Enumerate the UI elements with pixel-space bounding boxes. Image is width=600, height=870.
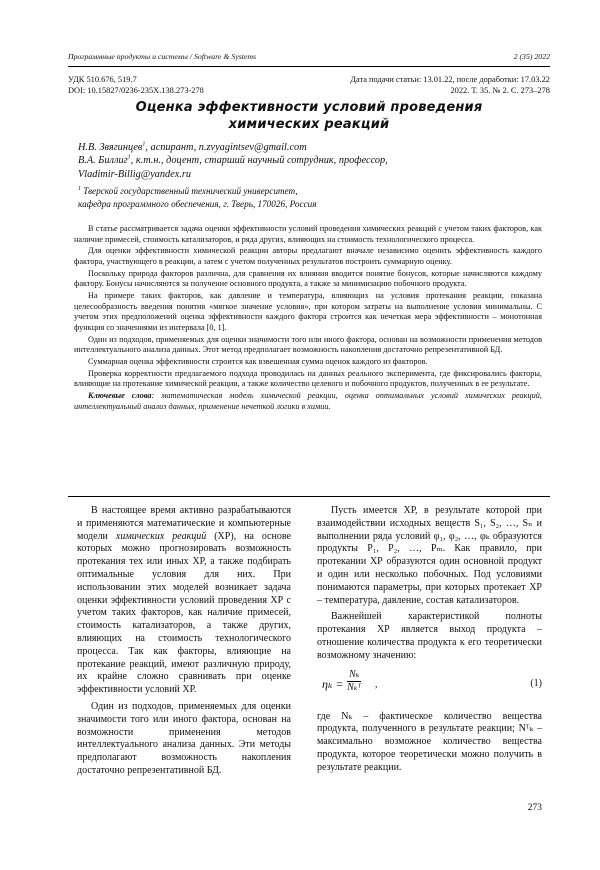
paper-title [100, 99, 518, 133]
author-2 [78, 154, 388, 167]
emphasis-term: химических реакций [115, 530, 207, 542]
author-1-info: , аспирант, n.zvyagintsev@gmail.com [145, 142, 307, 153]
abstract [74, 224, 542, 414]
author-1 [78, 141, 388, 154]
author-1-name: Н.В. Звягинцев [78, 142, 143, 153]
page-number: 273 [527, 803, 542, 813]
authors-block [78, 141, 388, 181]
formula-numerator: Nₖ [347, 669, 361, 683]
abstract-paragraph: Один из подходов, применяемых для оценки значимости того или иного фактора, основан на возможности применения методов интеллектуального анализа данных. Этот метод предполагает возможность накопления достаточно репрезентативной БД. [74, 334, 542, 355]
keywords-text: : математическая модель химической реакции, оценка оптимальных условий химических реакций, интеллектуальный анализ данных, применение нечеткой логики в химии. [74, 391, 542, 411]
meta-row-1 [68, 75, 550, 85]
issue-number: 2 (35) 2022 [513, 52, 550, 61]
body-paragraph: Пусть имеется ХР, в результате которой при взаимодействии исходных веществ S₁, S₂, …, Sₙ и выполнении ряда условий φ₁, φ₂, …, φₖ образуются продукты P₁, P₂, …, Pₘ. Как правило, при протекании ХР образуются один основной продукт и один или несколько побочных. Под условиями понимаются параметры, при которых протекает ХР – температура, давление, состав катализаторов. [317, 505, 542, 606]
affiliation [78, 185, 317, 210]
title-line-2: химических реакций [228, 117, 390, 132]
author-1-sup: 1 [142, 141, 146, 148]
meta-row-2 [68, 86, 550, 96]
author-2-email: Vladimir-Billig@yandex.ru [78, 168, 192, 180]
column-left [77, 505, 291, 782]
affiliation-sup: 1 [78, 185, 81, 192]
body-paragraph: Один из подходов, применяемых для оценки значимости того или иного фактора, основан на возможности применения методов интеллектуального анализа данных. Эти методы предполагают возможность накопления достаточно репрезентативной БД. [77, 700, 291, 776]
formula-1 [317, 667, 542, 707]
section-divider [68, 496, 550, 497]
volume-pages: 2022. Т. 35. № 2. С. 273–278 [450, 86, 550, 95]
keywords-label: Ключевые слова [88, 391, 152, 401]
author-2-name: В.А. Биллиг [78, 155, 128, 167]
body-paragraph [77, 505, 291, 697]
body-paragraph: где Nₖ – фактическое количество вещества продукта, полученного в результате реакции; Nᵀₖ – максимально возможное количество вещества продукта, которое теоретически можно получить в результате реакции. [317, 710, 542, 773]
running-header [68, 52, 550, 67]
journal-name: Программные продукты и системы / Software & Systems [68, 52, 257, 61]
keywords [74, 391, 542, 412]
abstract-paragraph: Проверка корректности предлагаемого подхода проводилась на данных реального эксперимента, где фиксировались факторы, влияющие на протекание химической реакции, а также количество целевого и побочного продуктов, полученных в ее результате. [74, 368, 542, 389]
formula-lhs: ηₖ = [322, 676, 344, 691]
abstract-paragraph: На примере таких факторов, как давление и температура, влияющих на условия протекания реакции, показана целесообразность введения понятия «мягкое значение условия», при котором затраты на выполнение условия минимальны. С учетом этих предположений оценка эффективности каждого фактора строится как нечеткая мера эффективности – монотонная функция со значениями из интервала [0, 1]. [74, 291, 542, 332]
submission-dates: Дата подачи статьи: 13.01.22, после доработки: 17.03.22 [350, 75, 550, 84]
column-right [317, 505, 542, 779]
abstract-paragraph: Для оценки эффективности химической реакции авторы предлагают вначале независимо оценить эффективность каждого фактора, участвующего в реакции, а затем с учетом полученных результатов построить суммарную оценку. [74, 246, 542, 266]
body-paragraph: Важнейшей характеристикой полноты протекания ХР является выход продукта – отношение количества продукта к его теоретически возможному значению: [317, 611, 542, 661]
abstract-paragraph: Суммарная оценка эффективности строится как взвешенная сумма оценок каждого из факторов. [88, 356, 428, 366]
text-run: В настоящее время активно разрабатываются и применяются математические и компьютерные модели [77, 505, 291, 542]
abstract-paragraph: Поскольку природа факторов различна, для сравнения их влияния вводится понятие бонусов, которые начисляются каждому фактору. Бонусы начисляются за получение основного продукта, а также за минимизацию побочного продукта. [74, 268, 542, 289]
abstract-paragraph: В статье рассматривается задача оценки эффективности условий проведения химических реакций с учетом таких факторов, как наличие примесей, стоимость катализаторов, и ряда других, влияющих на стоимость технологического процесса. [74, 224, 542, 244]
udk: УДК 510.676, 519.7 [68, 75, 137, 84]
formula-comma: , [375, 678, 378, 690]
formula-denominator: Nₖᵀ [347, 682, 362, 694]
formula-number: (1) [530, 677, 542, 689]
doi: DOI: 10.15827/0236-235X.138.273-278 [68, 86, 204, 95]
affiliation-line-2: кафедра программного обеспечения, г. Тверь, 170026, Россия [78, 198, 317, 209]
title-line-1: Оценка эффективности условий проведения [135, 100, 483, 115]
text-run: (ХР), на основе которых можно прогнозировать возможность протекания тех или иных ХР, а также подбирать оптимальные условия для них. При использовании этих моделей возникает задача оценки эффективности условий проведения ХР с учетом таких факторов, как наличие примесей, стоимость катализаторов, а также других, влияющих на стоимость технологического процесса. Так как факторы, влияющие на протекание реакций, имеют различную природу, их крайне сложно сравнивать при оценке эффективности условий ХР. [77, 530, 291, 696]
author-2-info: , к.т.н., доцент, старший научный сотрудник, профессор, [130, 155, 388, 167]
affiliation-line-1: Тверской государственный технический университет, [83, 186, 298, 196]
author-2-sup: 1 [127, 154, 131, 161]
formula-fraction [347, 669, 361, 696]
